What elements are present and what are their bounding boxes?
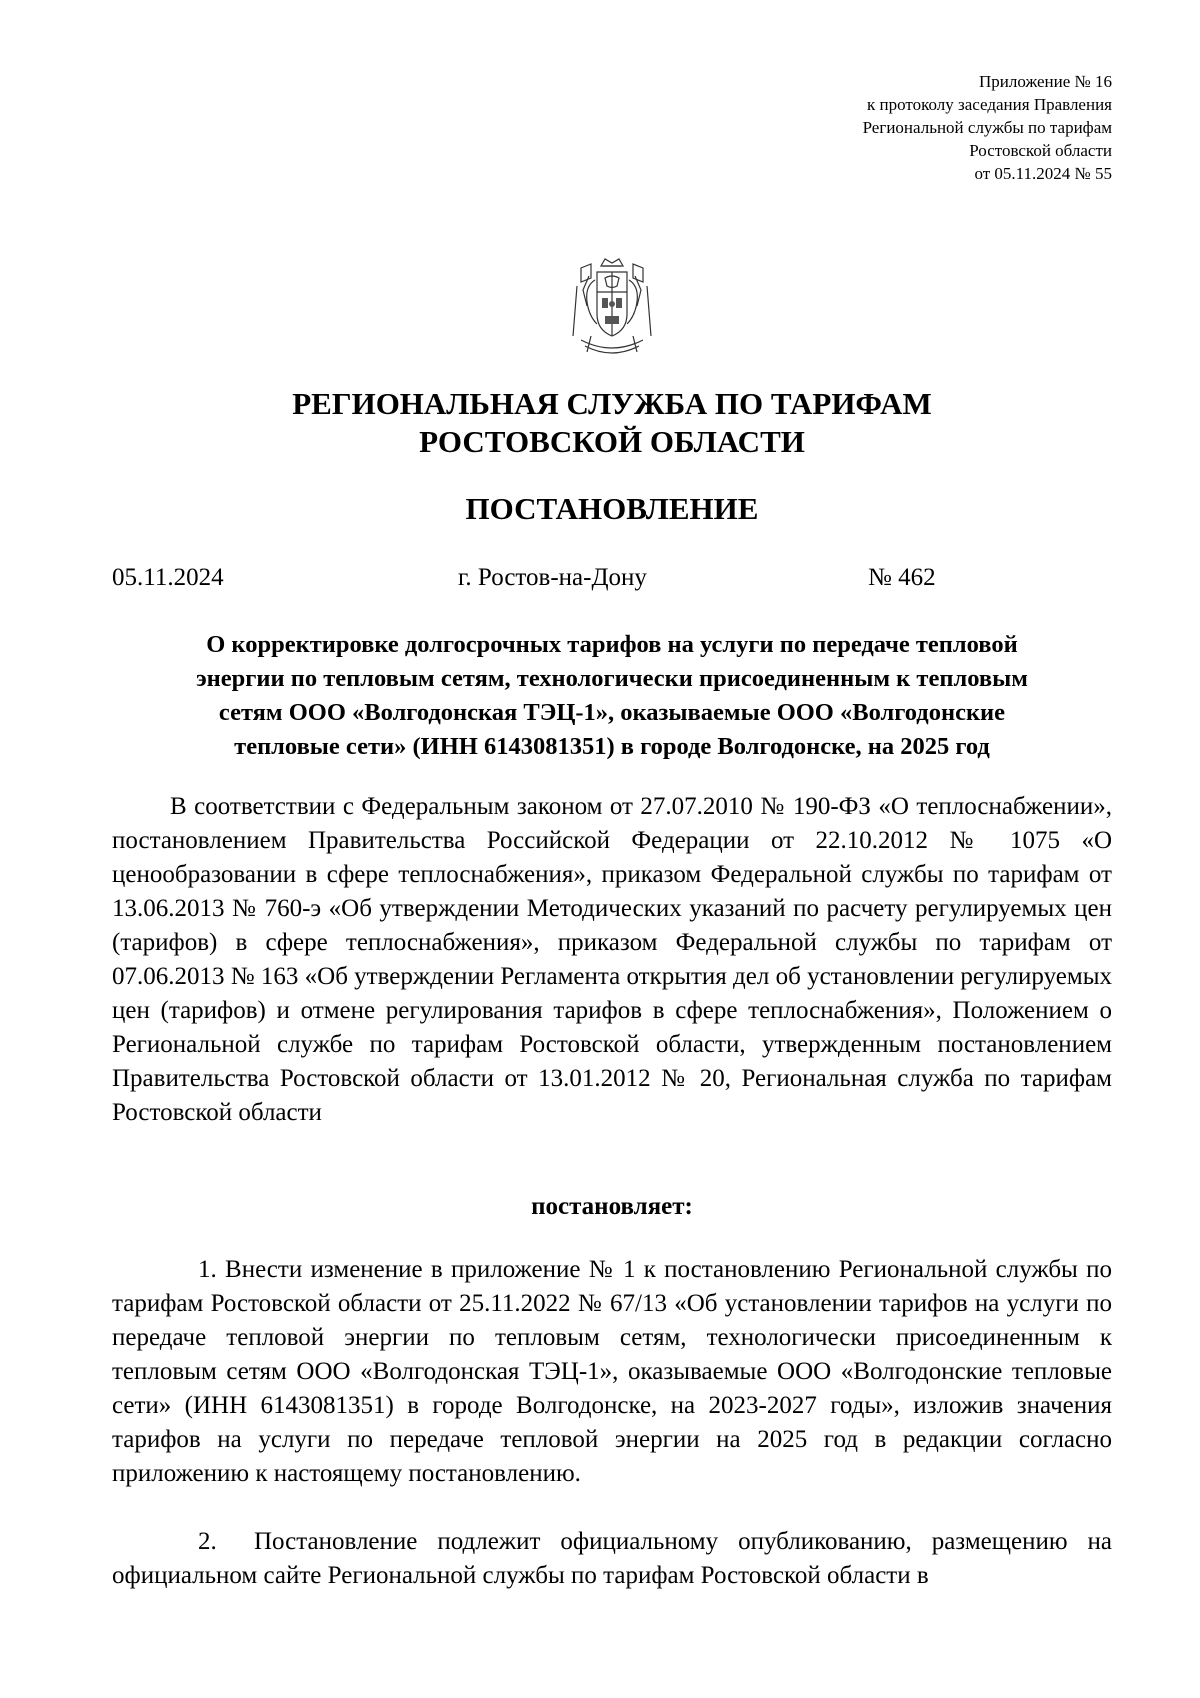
- organization-title-line: РОСТОВСКОЙ ОБЛАСТИ: [419, 424, 805, 459]
- resolves-heading: постановляет:: [531, 1193, 693, 1220]
- appendix-line: от 05.11.2024 № 55: [974, 164, 1112, 183]
- resolution-item-2: [112, 1525, 1112, 1593]
- organization-title: [0, 385, 1200, 461]
- appendix-line: к протоколу заседания Правления: [867, 95, 1112, 114]
- document-city: г. Ростов-на-Дону: [458, 564, 647, 591]
- subject-line: энергии по тепловым сетям, технологически присоединенным к тепловым: [196, 665, 1028, 692]
- subject-line: тепловые сети» (ИНН 6143081351) в городе Волгодонске, на 2025 год: [234, 733, 990, 760]
- item-number: 2.: [198, 1528, 217, 1555]
- preamble-paragraph: В соответствии с Федеральным законом от 27.07.2010 № 190-ФЗ «О теплоснабжении», постановлением Правительства Российской Федерации от 22.10.2012 № 1075 «О ценообразовании в сфере теплоснабжения», приказом Федеральной службы по тарифам от 13.06.2013 № 760-э «Об утверждении Методических указаний по расчету регулируемых цен (тарифов) в сфере теплоснабжения», приказом Федеральной службы по тарифам от 07.06.2013 № 163 «Об утверждении Регламента открытия дел об установлении регулируемых цен (тарифов) и отмене регулирования тарифов в сфере теплоснабжения», Положением о Региональной службе по тарифам Ростовской области, утвержденным постановлением Правительства Ростовской области от 13.01.2012 № 20, Региональная служба по тарифам Ростовской области: [112, 793, 1112, 1126]
- rostov-oblast-coat-of-arms-icon: [567, 256, 657, 360]
- appendix-line: Приложение № 16: [979, 72, 1112, 91]
- organization-title-line: РЕГИОНАЛЬНАЯ СЛУЖБА ПО ТАРИФАМ: [292, 386, 932, 421]
- appendix-block: [863, 70, 1112, 185]
- resolution-item-1: 1. Внести изменение в приложение № 1 к постановлению Региональной службы по тарифам Ростовской области от 25.11.2022 № 67/13 «Об установлении тарифов на услуги по передаче тепловой энергии по тепловым сетям, технологически присоединенным к тепловым сетям ООО «Волгодонская ТЭЦ-1», оказываемые ООО «Волгодонские тепловые сети» (ИНН 6143081351) в городе Волгодонске, на 2023-2027 годы», изложив значения тарифов на услуги по передаче тепловой энергии на 2025 год в редакции согласно приложению к настоящему постановлению.: [112, 1256, 1112, 1487]
- document-subject: [112, 628, 1112, 764]
- appendix-line: Ростовской области: [969, 141, 1112, 160]
- subject-line: О корректировке долгосрочных тарифов на услуги по передаче тепловой: [206, 631, 1018, 658]
- document-number: № 462: [868, 564, 936, 591]
- document-date: 05.11.2024: [112, 564, 224, 591]
- item-text: Постановление подлежит официальному опубликованию, размещению на официальном сайте Региональной службы по тарифам Ростовской области в: [112, 1528, 1112, 1589]
- subject-line: сетям ООО «Волгодонская ТЭЦ-1», оказываемые ООО «Волгодонские: [218, 699, 1006, 726]
- appendix-line: Региональной службы по тарифам: [862, 118, 1112, 137]
- document-type: ПОСТАНОВЛЕНИЕ: [465, 491, 759, 526]
